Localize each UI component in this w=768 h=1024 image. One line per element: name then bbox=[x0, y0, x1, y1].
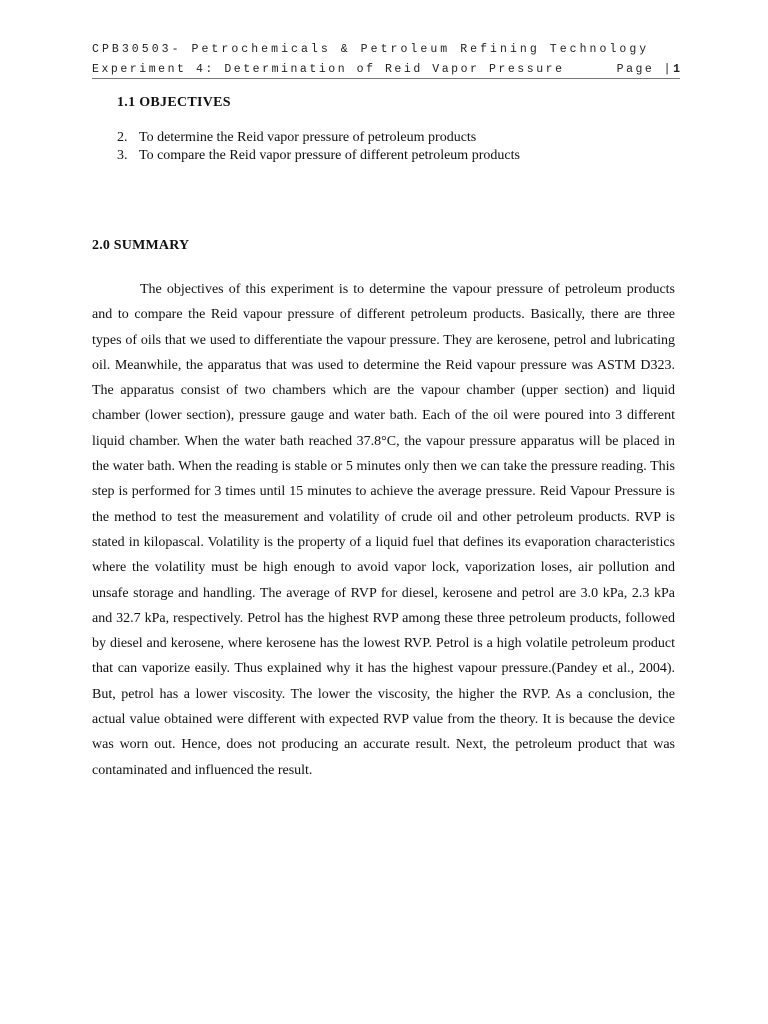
list-item-text: To compare the Reid vapor pressure of different petroleum products bbox=[139, 148, 520, 163]
objectives-heading: 1.1 OBJECTIVES bbox=[117, 95, 231, 110]
page-number: 1 bbox=[673, 63, 680, 76]
header-divider bbox=[92, 78, 680, 79]
list-item-number: 3. bbox=[117, 148, 128, 163]
page-header bbox=[92, 42, 680, 78]
summary-heading: 2.0 SUMMARY bbox=[92, 238, 190, 253]
list-item bbox=[117, 147, 520, 165]
list-item-number: 2. bbox=[117, 130, 128, 145]
header-course-title: CPB30503- Petrochemicals & Petroleum Refining Technology bbox=[92, 43, 650, 56]
header-experiment-line bbox=[92, 62, 680, 78]
list-item bbox=[117, 129, 520, 147]
header-experiment-title: Experiment 4: Determination of Reid Vapor Pressure bbox=[92, 63, 565, 76]
list-item-text: To determine the Reid vapor pressure of petroleum products bbox=[139, 130, 477, 145]
objectives-list bbox=[117, 129, 520, 165]
page-label: Page | bbox=[616, 63, 674, 76]
summary-paragraph: The objectives of this experiment is to determine the vapour pressure of petroleum products and to compare the Reid vapour pressure of different petroleum products. Basically, there are three types of oils that we used to differentiate the vapour pressure. They are kerosene, petrol and lubricating oil. Meanwhile, the apparatus that was used to determine the Reid vapour pressure was ASTM D323. The apparatus consist of two chambers which are the vapour chamber (upper section) and liquid chamber (lower section), pressure gauge and water bath. Each of the oil were poured into 3 different liquid chamber. When the water bath reached 37.8°C, the vapour pressure apparatus will be placed in the water bath. When the reading is stable or 5 minutes only then we can take the pressure reading. This step is performed for 3 times until 15 minutes to achieve the average pressure. Reid Vapour Pressure is the method to test the measurement and volatility of crude oil and other petroleum products. RVP is stated in kilopascal. Volatility is the property of a liquid fuel that defines its evaporation characteristics where the volatility must be high enough to avoid vapor lock, vaporization loses, air pollution and unsafe storage and handling. The average of RVP for diesel, kerosene and petrol are 3.0 kPa, 2.3 kPa and 32.7 kPa, respectively. Petrol has the highest RVP among these three petroleum products, followed by diesel and kerosene, where kerosene has the lowest RVP. Petrol is a high volatile petroleum product that can vaporize easily. Thus explained why it has the highest vapour pressure.(Pandey et al., 2004). But, petrol has a lower viscosity. The lower the viscosity, the higher the RVP. As a conclusion, the actual value obtained were different with expected RVP value from the theory. It is because the device was worn out. Hence, does not producing an accurate result. Next, the petroleum product that was contaminated and influenced the result. bbox=[92, 282, 675, 778]
header-page-indicator bbox=[617, 62, 680, 78]
